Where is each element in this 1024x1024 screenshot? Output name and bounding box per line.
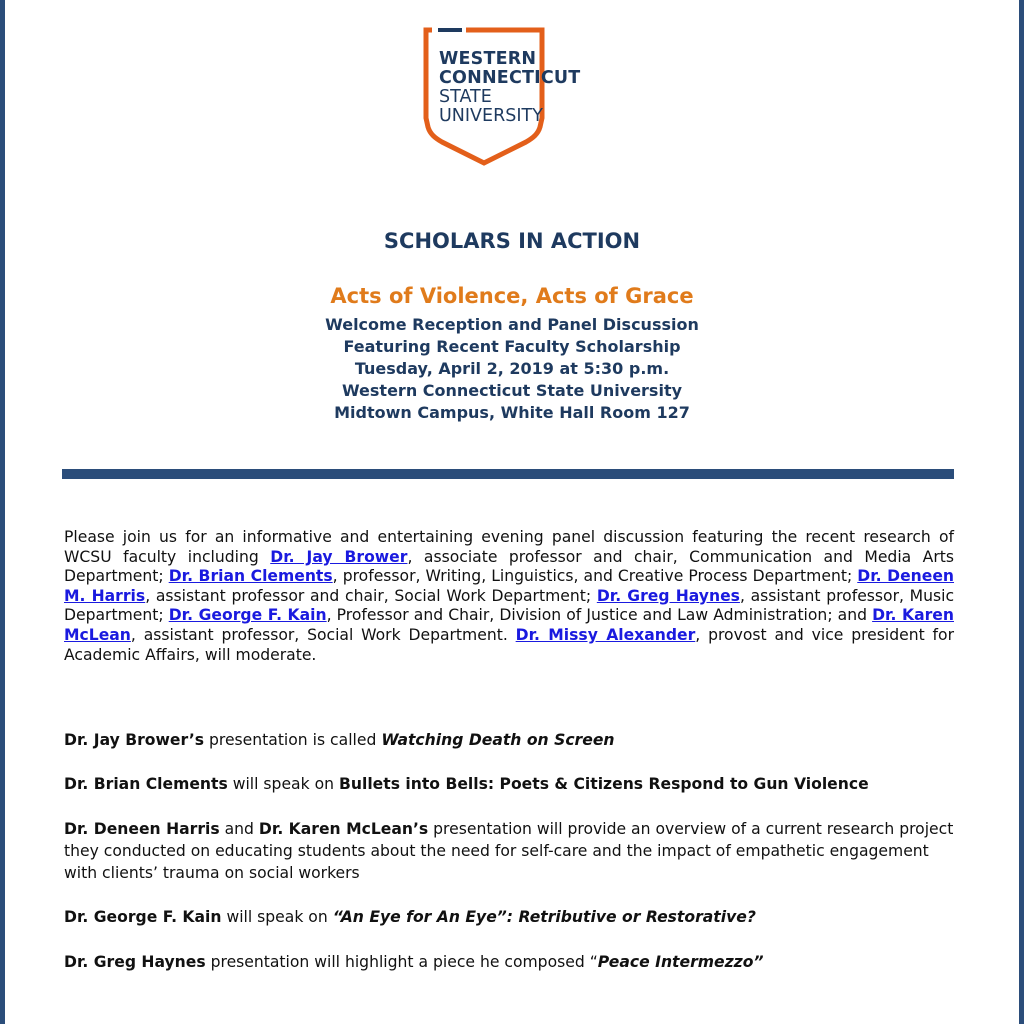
intro-text: Please join us for an informative and entertaining evening panel discussion featuring the recent research of WCSU faculty including: [64, 528, 954, 566]
speaker-name: Dr. Greg Haynes: [64, 953, 206, 971]
speaker-name: Dr. Deneen Harris: [64, 820, 220, 838]
talk-text: presentation is called: [204, 731, 382, 749]
intro-text: , assistant professor and chair, Social Work Department;: [145, 586, 597, 605]
talk-greg-haynes: [64, 951, 964, 973]
talk-title: Bullets into Bells: Poets & Citizens Respond to Gun Violence: [338, 775, 869, 793]
intro-text: , professor, Writing, Linguistics, and Creative Process Department;: [332, 567, 858, 586]
link-deneen-harris[interactable]: Dr. Deneen M. Harris: [64, 567, 955, 605]
talk-text: and: [219, 820, 259, 838]
link-george-kain[interactable]: Dr. George F. Kain: [168, 606, 327, 625]
logo-text-connecticut: CONNECTICUT: [439, 68, 581, 88]
event-detail-line: Tuesday, April 2, 2019 at 5:30 p.m.: [354, 359, 670, 378]
speaker-name: Dr. Jay Brower’s: [64, 731, 205, 749]
intro-text: , Professor and Chair, Division of Justice and Law Administration; and: [326, 606, 873, 625]
talk-text: will speak on: [227, 775, 339, 793]
logo-text-university: UNIVERSITY: [439, 106, 543, 126]
link-jay-brower[interactable]: Dr. Jay Brower: [270, 547, 408, 566]
talk-text: presentation will highlight a piece he composed “: [205, 953, 598, 971]
link-missy-alexander[interactable]: Dr. Missy Alexander: [515, 625, 696, 644]
event-details: [0, 314, 1024, 424]
talk-text: ”: [753, 953, 764, 971]
speaker-name: Dr. Brian Clements: [64, 775, 228, 793]
talk-brian-clements: [64, 773, 964, 795]
talk-george-kain: [64, 906, 964, 928]
section-divider: [62, 469, 954, 479]
event-detail-line: Welcome Reception and Panel Discussion: [325, 315, 699, 334]
event-detail-line: Featuring Recent Faculty Scholarship: [343, 337, 681, 356]
link-karen-mclean[interactable]: Dr. Karen McLean: [64, 606, 954, 644]
event-detail-line: Midtown Campus, White Hall Room 127: [334, 403, 690, 422]
university-logo: [420, 26, 600, 176]
intro-text: , associate professor and chair, Communication and Media Arts Department;: [64, 547, 954, 586]
event-subtitle: Acts of Violence, Acts of Grace: [330, 284, 694, 308]
speaker-name: Dr. George F. Kain: [64, 908, 222, 926]
intro-paragraph: [64, 528, 954, 665]
speaker-name: Dr. Karen McLean’s: [258, 820, 429, 838]
talk-text: presentation will provide an overview of a current research project they conducted on educating students about the need for self-care and the impact of empathetic engagement with clients’ trauma on social workers: [64, 820, 954, 882]
intro-text: , provost and vice president for Academic Affairs, will moderate.: [64, 625, 954, 664]
talk-title: “An Eye for An Eye”: Retributive or Restorative?: [332, 908, 756, 926]
talk-jay-brower: [64, 729, 964, 751]
logo-text-western: WESTERN: [439, 49, 537, 69]
logo-text-state: STATE: [439, 87, 492, 107]
talk-title: Peace Intermezzo: [597, 953, 754, 971]
link-greg-haynes[interactable]: Dr. Greg Haynes: [596, 586, 740, 605]
event-detail-line: Western Connecticut State University: [341, 381, 683, 400]
intro-text: , assistant professor, Social Work Department.: [130, 625, 516, 644]
link-brian-clements[interactable]: Dr. Brian Clements: [168, 567, 333, 586]
talk-text: will speak on: [221, 908, 333, 926]
intro-text: , assistant professor, Music Department;: [64, 586, 955, 625]
talk-title: Watching Death on Screen: [381, 731, 615, 749]
talk-harris-mclean: [64, 818, 964, 884]
page-title: SCHOLARS IN ACTION: [383, 229, 641, 253]
